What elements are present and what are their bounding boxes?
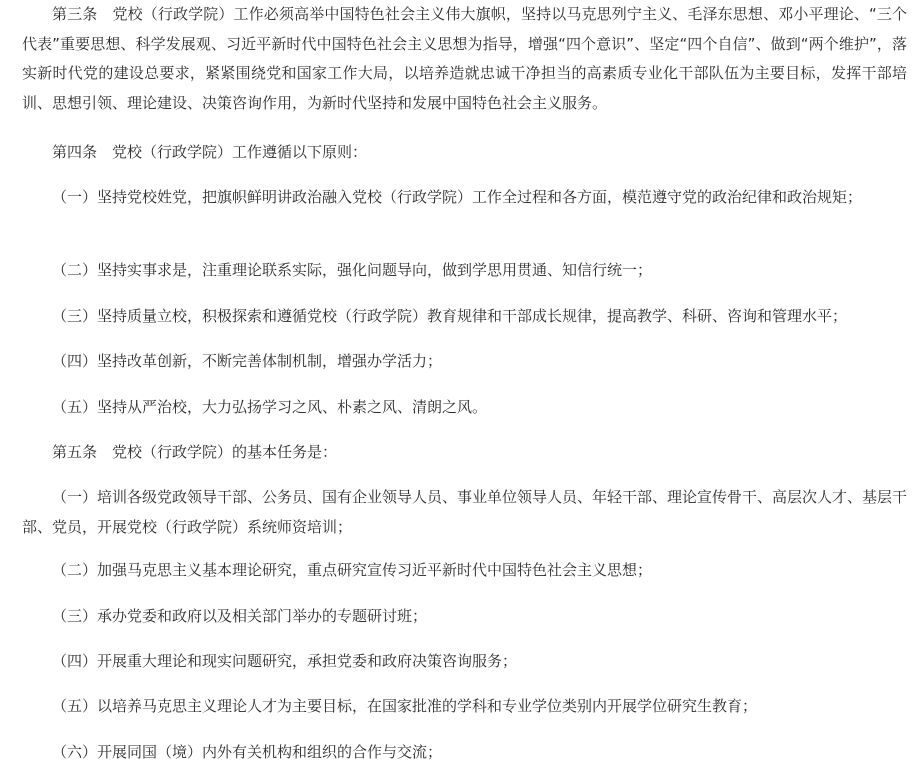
article-5-task-6: （六）开展同国（境）内外有关机构和组织的合作与交流； — [52, 743, 443, 761]
article-4-principle-5: （五）坚持从严治校，大力弘扬学习之风、朴素之风、清朗之风。 — [52, 398, 488, 416]
article-4-principle-2: （二）坚持实事求是，注重理论联系实际，强化问题导向，做到学思用贯通、知信行统一； — [52, 261, 653, 279]
article-5-task-2: （二）加强马克思主义基本理论研究，重点研究宣传习近平新时代中国特色社会主义思想； — [52, 561, 653, 579]
article-4-principle-4: （四）坚持改革创新，不断完善体制机制，增强办学活力； — [52, 352, 443, 370]
article-5-task-4: （四）开展重大理论和现实问题研究，承担党委和政府决策咨询服务； — [52, 652, 518, 670]
article-4-principle-3: （三）坚持质量立校，积极探索和遵循党校（行政学院）教育规律和干部成长规律，提高教学、科研、咨询和管理水平； — [52, 307, 848, 325]
article-3-paragraph: 第三条 党校（行政学院）工作必须高举中国特色社会主义伟大旗帜，坚持以马克思列宁主义、毛泽东思想、邓小平理论、“三个代表”重要思想、科学发展观、习近平新时代中国特色社会主义思想为指导，增强“四个意识”、坚定“四个自信”、做到“两个维护”，落实新时代党的建设总要求，紧紧围绕党和国家工作大局，以培养造就忠诚干净担当的高素质专业化干部队伍为主要目标，发挥干部培训、思想引领、理论建设、决策咨询作用，为新时代坚持和发展中国特色社会主义服务。 — [22, 5, 907, 112]
article-5-task-5: （五）以培养马克思主义理论人才为主要目标，在国家批准的学科和专业学位类别内开展学位研究生教育； — [52, 697, 758, 715]
article-5-heading: 第五条 党校（行政学院）的基本任务是： — [52, 443, 338, 461]
article-4-principle-1: （一）坚持党校姓党，把旗帜鲜明讲政治融入党校（行政学院）工作全过程和各方面，模范遵守党的政治纪律和政治规矩； — [52, 188, 863, 206]
article-5-task-3: （三）承办党委和政府以及相关部门举办的专题研讨班； — [52, 607, 428, 625]
article-4-heading: 第四条 党校（行政学院）工作遵循以下原则： — [52, 143, 368, 161]
article-5-task-1: （一）培训各级党政领导干部、公务员、国有企业领导人员、事业单位领导人员、年轻干部、理论宣传骨干、高层次人才、基层干部、党员，开展党校（行政学院）系统师资培训； — [22, 488, 908, 536]
